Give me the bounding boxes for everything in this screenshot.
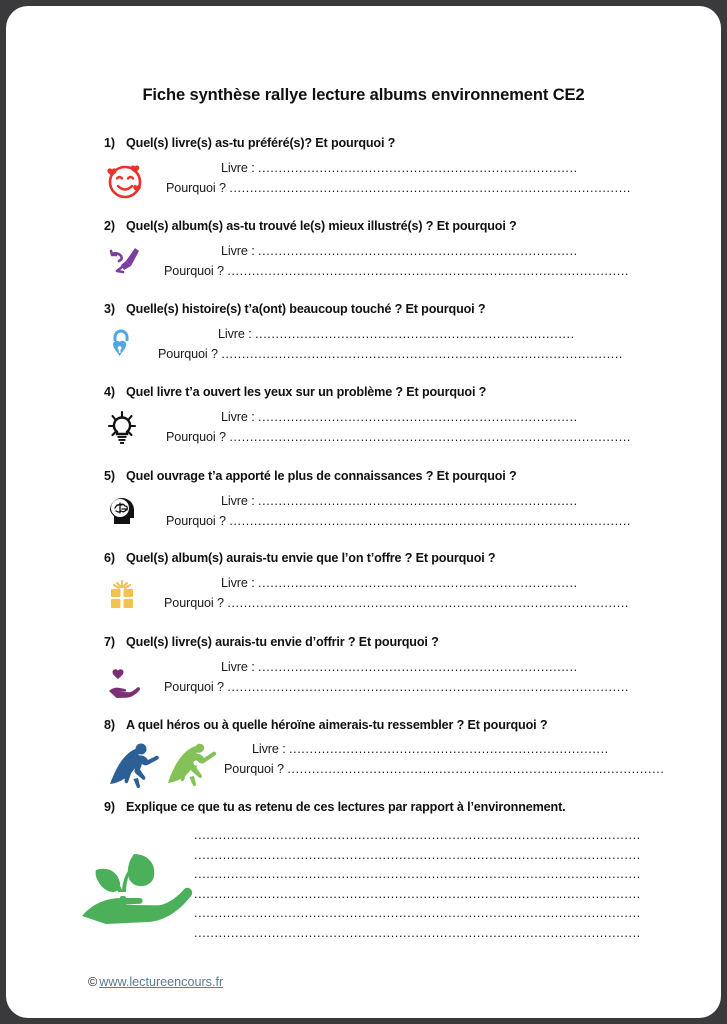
label-livre-1: Livre : — [221, 161, 255, 175]
hand-holding-plant-icon — [76, 846, 201, 936]
website-link[interactable]: www.lectureencours.fr — [99, 975, 224, 989]
dotted-line-livre-1[interactable]: .............................................................................. — [258, 161, 578, 175]
answer-line-pourquoi-8[interactable] — [224, 762, 664, 776]
question-text-2: Quel(s) album(s) as-tu trouvé le(s) mieux illustré(s) ? Et pourquoi ? — [126, 219, 517, 233]
question-text-7: Quel(s) livre(s) aurais-tu envie d’offrir ? Et pourquoi ? — [126, 635, 439, 649]
dotted-line-livre-3[interactable]: .............................................................................. — [255, 327, 575, 341]
question-number-1: 1) — [104, 136, 115, 150]
label-livre-2: Livre : — [221, 244, 255, 258]
lightbulb-icon — [104, 407, 168, 453]
dotted-line-pourquoi-4[interactable]: .................................................................................................. — [229, 430, 632, 444]
answer-blank-line[interactable]: ............................................................................................................. — [194, 886, 641, 901]
question-text-1: Quel(s) livre(s) as-tu préféré(s)? Et pourquoi ? — [126, 136, 396, 150]
label-pourquoi-8: Pourquoi ? — [224, 762, 284, 776]
label-pourquoi-7: Pourquoi ? — [164, 680, 224, 694]
question-text-3: Quelle(s) histoire(s) t’a(ont) beaucoup touché ? Et pourquoi ? — [126, 302, 486, 316]
label-pourquoi-3: Pourquoi ? — [158, 347, 218, 361]
question-text-9: Explique ce que tu as retenu de ces lectures par rapport à l’environnement. — [126, 800, 566, 814]
answer-blank-line[interactable]: ............................................................................................................. — [194, 867, 641, 881]
question-text-5: Quel ouvrage t’a apporté le plus de connaissances ? Et pourquoi ? — [126, 469, 517, 483]
question-number-6: 6) — [104, 551, 115, 565]
answer-line-pourquoi-3[interactable] — [158, 347, 623, 361]
label-livre-3: Livre : — [218, 327, 252, 341]
hand-holding-heart-icon — [104, 661, 168, 707]
dotted-line-pourquoi-3[interactable]: .................................................................................................. — [221, 347, 624, 361]
question-text-8: A quel héros ou à quelle héroïne aimerais-tu ressembler ? Et pourquoi ? — [126, 718, 548, 732]
answer-line-pourquoi-1[interactable] — [166, 181, 631, 195]
question-number-4: 4) — [104, 385, 115, 399]
answer-line-pourquoi-7[interactable] — [164, 680, 629, 694]
question-heading-6 — [104, 551, 495, 565]
label-livre-4: Livre : — [221, 410, 255, 424]
answer-line-pourquoi-5[interactable] — [166, 514, 631, 528]
answer-line-livre-4[interactable] — [221, 410, 578, 424]
question-text-4: Quel livre t’a ouvert les yeux sur un problème ? Et pourquoi ? — [126, 385, 487, 399]
dotted-line-livre-6[interactable]: .............................................................................. — [258, 576, 578, 590]
copyright-icon: © — [88, 975, 98, 989]
dotted-line-pourquoi-6[interactable]: .................................................................................................. — [227, 596, 630, 610]
two-superheroes-icon — [98, 738, 223, 793]
answer-blank-line[interactable]: ............................................................................................................. — [194, 828, 641, 842]
dotted-line-livre-5[interactable]: .............................................................................. — [258, 494, 578, 508]
label-livre-7: Livre : — [221, 660, 255, 674]
question-heading-4 — [104, 385, 486, 399]
label-pourquoi-4: Pourquoi ? — [166, 430, 226, 444]
page-title: Fiche synthèse rallye lecture albums environnement CE2 — [142, 86, 585, 104]
footer-credit — [88, 975, 223, 989]
dotted-line-pourquoi-7[interactable]: .................................................................................................. — [227, 680, 630, 694]
answer-blank-line[interactable]: ............................................................................................................. — [194, 906, 641, 920]
dotted-line-pourquoi-1[interactable]: .................................................................................................. — [229, 181, 632, 195]
label-livre-8: Livre : — [252, 742, 286, 756]
question-heading-9 — [104, 800, 565, 814]
dotted-line-livre-8[interactable]: .............................................................................. — [289, 742, 609, 756]
question-number-7: 7) — [104, 635, 115, 649]
label-livre-6: Livre : — [221, 576, 255, 590]
dotted-line-pourquoi-8[interactable]: ............................................................................................ — [287, 762, 665, 776]
question-heading-8 — [104, 718, 547, 732]
paintbrush-icon — [104, 241, 168, 287]
label-pourquoi-5: Pourquoi ? — [166, 514, 226, 528]
question-number-9: 9) — [104, 800, 115, 814]
free-answer-area[interactable] — [194, 826, 641, 943]
question-heading-7 — [104, 635, 439, 649]
question-heading-5 — [104, 469, 517, 483]
dotted-line-livre-2[interactable]: .............................................................................. — [258, 244, 578, 258]
answer-line-livre-5[interactable] — [221, 494, 578, 508]
question-heading-1 — [104, 136, 395, 150]
question-number-2: 2) — [104, 219, 115, 233]
label-pourquoi-6: Pourquoi ? — [164, 596, 224, 610]
worksheet-page — [6, 6, 721, 1018]
dotted-line-pourquoi-5[interactable]: .................................................................................................. — [229, 514, 632, 528]
answer-line-pourquoi-4[interactable] — [166, 430, 631, 444]
gift-box-icon — [104, 573, 168, 619]
answer-blank-line[interactable]: ............................................................................................................. — [194, 925, 641, 940]
answer-blank-line[interactable]: ............................................................................................................. — [194, 847, 641, 862]
label-pourquoi-1: Pourquoi ? — [166, 181, 226, 195]
answer-line-livre-3[interactable] — [218, 327, 575, 341]
question-text-6: Quel(s) album(s) aurais-tu envie que l’on t’offre ? Et pourquoi ? — [126, 551, 496, 565]
smiling-face-with-hearts-icon — [104, 158, 168, 204]
dotted-line-livre-7[interactable]: .............................................................................. — [258, 660, 578, 674]
answer-line-pourquoi-6[interactable] — [164, 596, 629, 610]
dotted-line-pourquoi-2[interactable]: .................................................................................................. — [227, 264, 630, 278]
answer-line-livre-7[interactable] — [221, 660, 578, 674]
question-number-8: 8) — [104, 718, 115, 732]
question-heading-2 — [104, 219, 517, 233]
label-livre-5: Livre : — [221, 494, 255, 508]
answer-line-livre-1[interactable] — [221, 161, 578, 175]
question-heading-3 — [104, 302, 485, 316]
head-with-brain-icon — [104, 491, 168, 537]
answer-line-pourquoi-2[interactable] — [164, 264, 629, 278]
answer-line-livre-6[interactable] — [221, 576, 578, 590]
question-number-5: 5) — [104, 469, 115, 483]
question-number-3: 3) — [104, 302, 115, 316]
label-pourquoi-2: Pourquoi ? — [164, 264, 224, 278]
answer-line-livre-2[interactable] — [221, 244, 578, 258]
worksheet-sheet — [6, 6, 721, 1018]
answer-line-livre-8[interactable] — [252, 742, 609, 756]
dotted-line-livre-4[interactable]: .............................................................................. — [258, 410, 578, 424]
